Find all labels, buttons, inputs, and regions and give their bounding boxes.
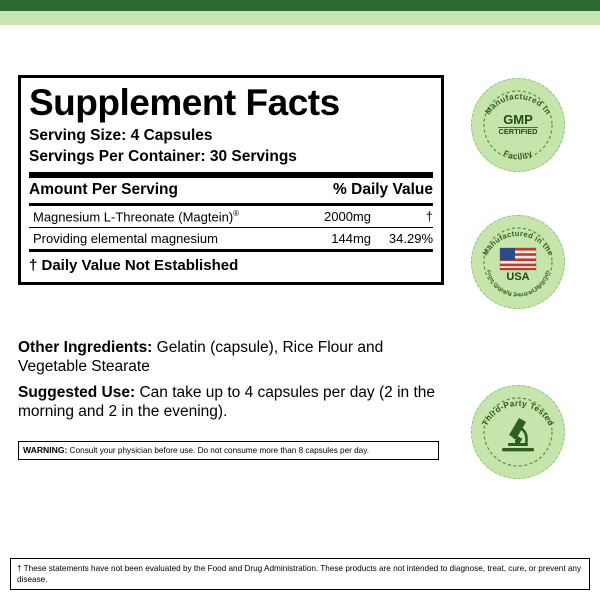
badge-usa-arc-bottom: From Globally Sourced Materials [484,269,552,299]
daily-value-footnote: † Daily Value Not Established [29,257,239,275]
badge-third-party-tested [471,385,565,479]
badge-gmp-arc-bottom: Facility [502,148,534,162]
badge-third-party-graphic [472,386,564,478]
suggested-use-text: Can take up to 4 capsules per day (2 in the morning and 2 in the evening). [18,384,435,421]
registered-trademark-icon: ® [233,208,240,218]
serving-size: Serving Size: 4 Capsules [29,126,213,144]
supplement-facts-title: Supplement Facts [29,82,340,123]
warning-box [18,441,439,460]
warning-text: Consult your physician before use. Do not consume more than 8 capsules per day. [67,446,369,455]
table-row [29,206,433,227]
warning-label: WARNING: [23,445,68,455]
badge-gmp-certified [471,78,565,172]
table-header-amount: Amount Per Serving [29,180,178,198]
supplement-facts-panel [18,75,444,285]
badge-gmp-arc-top: Manufactured in [483,91,553,117]
nutrient-name: Providing elemental magnesium [33,231,218,247]
nutrient-daily-value: † [425,209,433,225]
nutrient-daily-value: 34.29% [388,231,433,247]
badge-gmp-center-line2: CERTIFIED [498,127,538,136]
badge-third-party-arc-top: Third-Party Tested [479,397,557,428]
nutrient-name [29,209,297,224]
servings-per-container: Servings Per Container: 30 Servings [29,147,297,165]
top-light-green-bar [0,11,600,25]
badge-usa-center-line1: USA [506,271,530,283]
usa-flag-icon [500,248,536,270]
badge-usa-graphic [472,216,564,308]
badge-gmp-center-line1: GMP [503,112,533,127]
top-dark-green-bar [0,0,600,11]
table-header-row [29,178,433,203]
badge-made-in-usa [471,215,565,309]
table-row [29,228,433,249]
nutrient-amount: 2000mg [324,209,371,225]
microscope-icon [502,418,534,451]
suggested-use [18,383,442,422]
nutrient-amount: 144mg [331,231,371,247]
table-header-daily-value: % Daily Value [333,180,433,198]
svg-text:Facility [502,149,534,161]
other-ingredients-label: Other Ingredients: [18,339,153,356]
badge-gmp-graphic [472,79,564,171]
nutrient-name-text: Magnesium L-Threonate (Magtein) [33,209,234,225]
badge-usa-arc-top: Manufactured in the [480,228,556,258]
other-ingredients-text: Gelatin (capsule), Rice Flour and Vegetable Stearate [18,339,384,376]
other-ingredients [18,338,442,377]
fda-disclaimer: † These statements have not been evaluated by the Food and Drug Administration. These products are not intended to diagnose, treat, cure, or prevent any disease. [10,558,590,590]
suggested-use-label: Suggested Use: [18,384,136,401]
